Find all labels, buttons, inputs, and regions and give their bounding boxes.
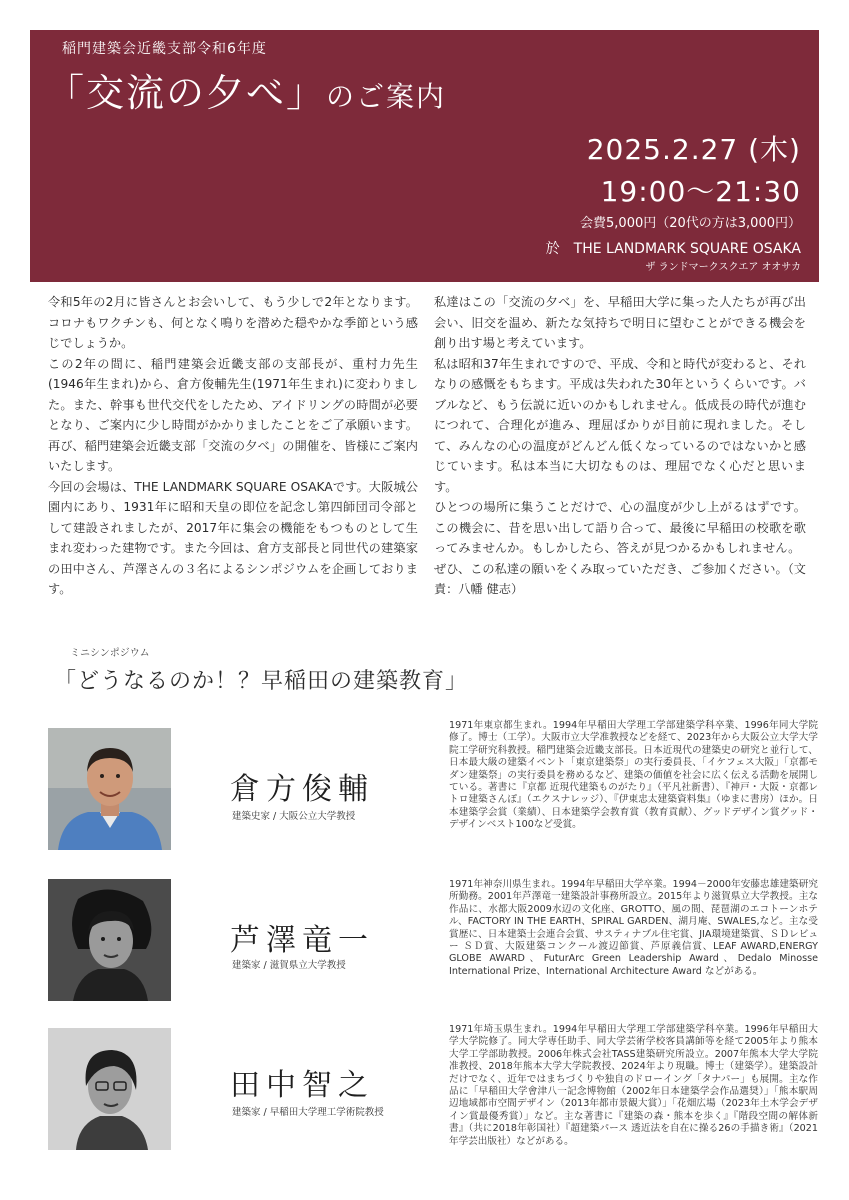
body-paragraph: 令和5年の2月に皆さんとお会いして、もう少しで2年となります。コロナもワクチンも、何となく鳴りを潜めた穏やかな季節という感じでしょうか。	[48, 295, 418, 350]
speaker-role: 建築家 / 滋賀県立大学教授	[232, 960, 346, 971]
speaker-photo-ashizawa	[48, 879, 171, 1001]
speaker-bio: 1971年埼玉県生まれ。1994年早稲田大学理工学部建築学科卒業。1996年早稲田大学大学院修了。同大学専任助手、同大学芸術学校客員講師等を経て2005年より熊本大学工学部助教授。2006年株式会社TASS建築研究所設立。2007年熊本大学大学院准教授、2018年熊本大学大学院教授、2024年より現職。博士（建築学）。建築設計だけでなく、近年ではまちづくりや独自のドローイング「タナパー」も展開。主な作品に「早稲田大学會津八一記念博物館（2002年日本建築学会作品選奨）」「熊本駅周辺地域都市空間デザイン（2013年都市景観大賞）」「花畑広場（2023年土木学会デザイン賞最優秀賞）」など。主な著書に『建築の森・熊本を歩く』『階段空間の解体新書』（共に2018年彰国社）『超建築パース 透近法を自在に操る26の手描き術』（2021年学芸出版社）などがある。	[449, 1024, 818, 1147]
symposium-title: 「どうなるのか！？早稲田の建築教育」	[54, 669, 469, 694]
body-paragraph: ぜひ、この私達の願いをくみ取っていただき、ご参加ください。（文責：八幡 健志）	[434, 561, 806, 596]
event-date: 2025.2.27 (木)	[586, 133, 801, 166]
body-column-right	[434, 292, 806, 600]
event-venue: 於 THE LANDMARK SQUARE OSAKA	[545, 241, 801, 257]
body-paragraph: 私達はこの「交流の夕べ」を、早稲田大学に集った人たちが再び出会い、旧交を温め、新たな気持ちで明日に望むことができる機会を創り出す場と考えています。	[434, 295, 806, 350]
event-time: 19:00〜21:30	[600, 175, 801, 208]
body-paragraph: ひとつの場所に集うことだけで、心の温度が少し上がるはずです。この機会に、昔を思い出して語り合って、最後に早稲田の校歌を歌ってみませんか。もしかしたら、答えが見つかるかもしれません。	[434, 500, 806, 555]
speaker-photo-tanaka	[48, 1028, 171, 1150]
speaker-bio: 1971年東京都生まれ。1994年早稲田大学理工学部建築学科卒業、1996年同大学院修了。博士（工学）。大阪市立大学准教授などを経て、2023年から大阪公立大学大学院工学研究科教授。稲門建築会近畿支部長。日本近現代の建築史の研究と並行して、日本最大級の建築イベント「東京建築祭」の実行委員長、「イケフェス大阪」「京都モダン建築祭」の実行委員を務めるなど、建築の価値を社会に広く伝える活動を展開している。著書に『京都 近現代建築ものがたり』（平凡社新書）、『神戸・大阪・京都レトロ建築さんぽ』（エクスナレッジ）、『伊東忠太建築資料集』（ゆまに書房）ほか。日本建築学会賞（業績）、日本建築学会教育賞（教育貢献）、グッドデザイン賞グッド・デザインベスト100など受賞。	[449, 720, 818, 831]
body-paragraph: 今回の会場は、THE LANDMARK SQUARE OSAKAです。大阪城公園内にあり、1931年に昭和天皇の即位を記念し第四師団司令部として建設されましたが、2017年に集会の機能をもつものとして生まれ変わった建物です。また今回は、倉方支部長と同世代の建築家の田中さん、芦澤さんの３名によるシンポジウムを企画しております。	[48, 479, 418, 596]
speaker-bio: 1971年神奈川県生まれ。1994年早稲田大学卒業。1994－2000年安藤忠雄建築研究所勤務。2001年芦澤竜一建築設計事務所設立。2015年より滋賀県立大学教授。主な作品に、水都大阪2009水辺の文化座、GROTTO、風の間、琵琶湖のエコトーンホテル、FACTORY IN THE EARTH、SPIRAL GARDEN、湖月庵、SWALES,など。主な受賞歴に、日本建築士会連合会賞、サスティナブル住宅賞、JIA環境建築賞、ＳＤレビュー ＳＤ賞、大阪建築コンクール渡辺節賞、芦原義信賞、LEAF AWARD,ENERGY GLOBE AWARD、FuturArc Green Leadership Award、Dedalo Minosse International Prize、International Architecture Award などがある。	[449, 879, 818, 977]
organizer-line: 稲門建築会近畿支部令和6年度	[62, 41, 267, 57]
speaker-kurakata	[48, 720, 818, 863]
symposium-label: ミニシンポジウム	[70, 648, 150, 659]
speaker-name: 芦澤竜一	[230, 923, 374, 958]
event-header	[30, 30, 819, 282]
speaker-role: 建築家 / 早稲田大学理工学術院教授	[232, 1107, 384, 1118]
speaker-name: 倉方俊輔	[230, 772, 374, 807]
event-venue-kana: ザ ランドマークスクエア オオサカ	[645, 262, 801, 273]
event-fee: 会費5,000円（20代の方は3,000円）	[580, 216, 801, 231]
body-paragraph: この2年の間に、稲門建築会近畿支部の支部長が、重村力先生(1946年生まれ)から、倉方俊輔先生(1971年生まれ)に変わりました。また、幹事も世代交代をしたため、アイドリングの時間が必要となり、ご案内に少し時間がかかりましたことをご了承願います。再び、稲門建築会近畿支部「交流の夕べ」の開催を、皆様にご案内いたします。	[48, 356, 418, 473]
event-title	[46, 62, 446, 117]
speaker-ashizawa	[48, 879, 818, 1014]
speaker-photo-kurakata	[48, 728, 171, 850]
event-title-suffix: のご案内	[326, 80, 447, 113]
event-title-main: 「交流の夕べ」	[46, 71, 327, 115]
speaker-tanaka	[48, 1024, 818, 1163]
speaker-name: 田中智之	[230, 1068, 374, 1103]
speaker-role: 建築史家 / 大阪公立大学教授	[232, 811, 356, 822]
body-column-left	[48, 292, 418, 600]
body-paragraph: 私は昭和37年生まれですので、平成、令和と時代が変わると、それなりの感慨をもちます。平成は失われた30年というくらいです。バブルなど、もう伝説に近いのかもしれません。低成長の時代が進むにつれて、合理化が進み、理屈ばかりが目前に現れました。そして、みんなの心の温度がどんどん低くなっているのではないかと感じています。私は本当に大切なものは、理屈でなく心だと思います。	[434, 356, 806, 494]
